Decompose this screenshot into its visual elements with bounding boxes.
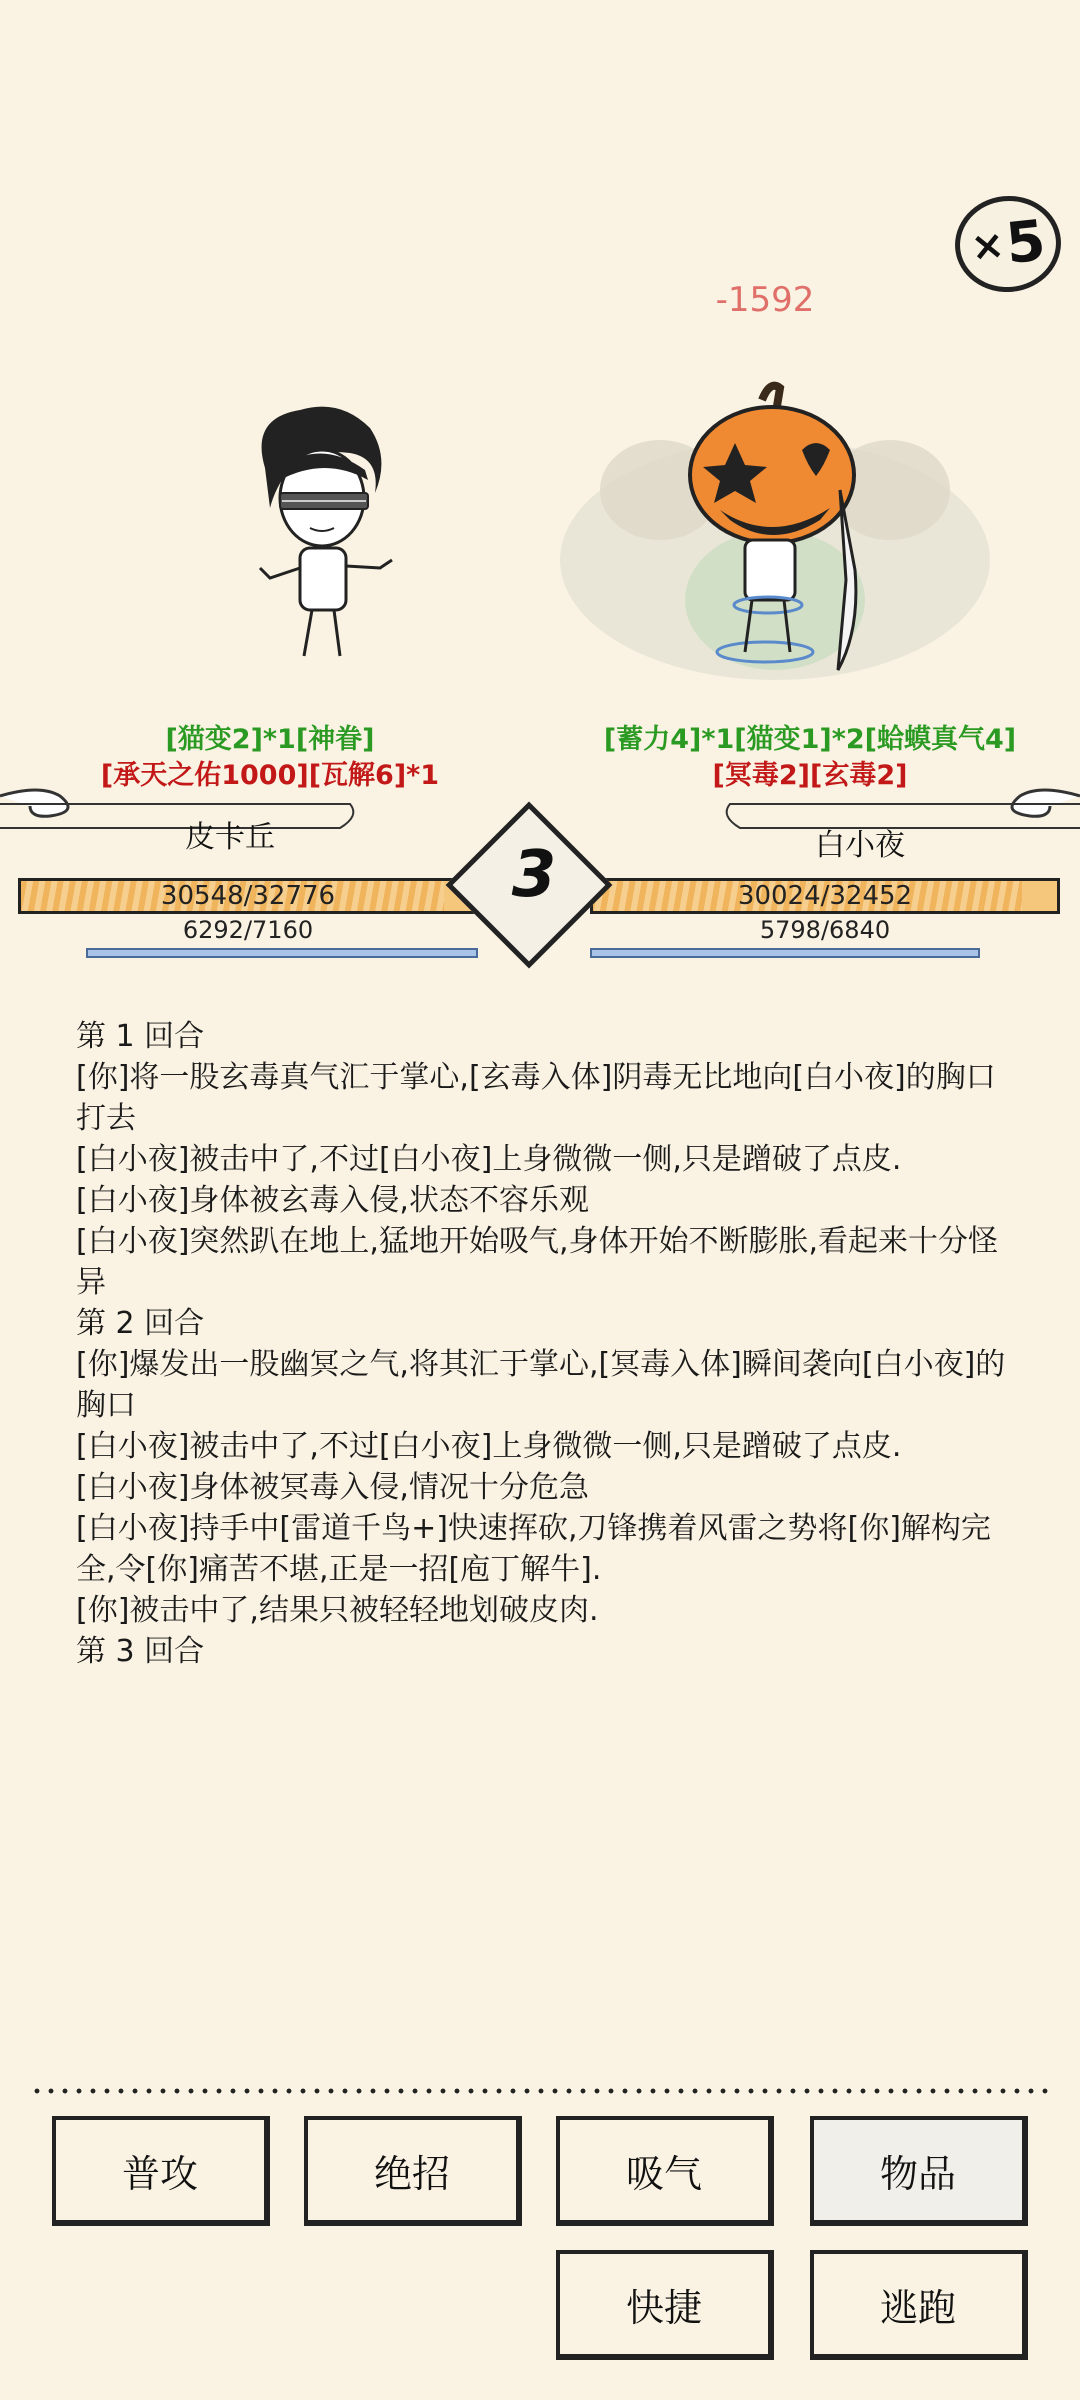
combat-log — [76, 1016, 1016, 1672]
attack-button[interactable]: 普攻 — [52, 2116, 270, 2226]
items-button[interactable]: 物品 — [810, 2116, 1028, 2226]
flee-button[interactable]: 逃跑 — [810, 2250, 1028, 2360]
player-mp-bar — [86, 948, 478, 958]
dotted-divider — [30, 2088, 1050, 2094]
enemy-hp-value: 30024/32452 — [737, 881, 913, 911]
player-mp-value: 6292/7160 — [182, 916, 314, 944]
speed-toggle-button[interactable]: × 5 — [950, 191, 1065, 298]
log-line: [白小夜]持手中[雷道千鸟+]快速挥砍,刀锋携着风雷之势将[你]解构完全,令[你]痛苦不堪,正是一招[庖丁解牛]. — [76, 1511, 991, 1587]
log-line: [白小夜]被击中了,不过[白小夜]上身微微一侧,只是蹭破了点皮. — [76, 1429, 902, 1464]
log-line: 第 3 回合 — [76, 1634, 205, 1669]
log-line: [你]爆发出一股幽冥之气,将其汇于掌心,[冥毒入体]瞬间袭向[白小夜]的胸口 — [76, 1347, 1006, 1423]
enemy-mp-bar — [590, 948, 980, 958]
ultimate-button[interactable]: 绝招 — [304, 2116, 522, 2226]
quick-button[interactable]: 快捷 — [556, 2250, 774, 2360]
player-name: 皮卡丘 — [185, 820, 275, 855]
speed-multiplier: 5 — [1002, 207, 1049, 277]
log-line: 第 1 回合 — [76, 1019, 205, 1054]
log-line: [你]被击中了,结果只被轻轻地划破皮肉. — [76, 1593, 599, 1628]
log-line: [你]将一股玄毒真气汇于掌心,[玄毒入体]阴毒无比地向[白小夜]的胸口打去 — [76, 1060, 996, 1136]
player-buffs-positive: [猫变2]*1[神眷] — [165, 724, 375, 755]
player-sprite — [230, 398, 410, 668]
enemy-name: 白小夜 — [815, 828, 905, 863]
log-line: 第 2 回合 — [76, 1306, 205, 1341]
damage-popup: -1592 — [715, 280, 815, 320]
player-hp-value: 30548/32776 — [160, 881, 336, 911]
enemy-sprite — [540, 370, 1010, 690]
log-line: [白小夜]被击中了,不过[白小夜]上身微微一侧,只是蹭破了点皮. — [76, 1142, 902, 1177]
round-number: 3 — [511, 838, 557, 912]
log-line: [白小夜]身体被冥毒入侵,情况十分危急 — [76, 1470, 589, 1505]
enemy-buffs-positive: [蓄力4]*1[猫变1]*2[蛤蟆真气4] — [603, 724, 1017, 755]
breathe-button[interactable]: 吸气 — [556, 2116, 774, 2226]
enemy-mp-value: 5798/6840 — [759, 916, 891, 944]
enemy-buffs-negative: [冥毒2][玄毒2] — [712, 760, 908, 791]
log-line: [白小夜]身体被玄毒入侵,状态不容乐观 — [76, 1183, 589, 1218]
log-line: [白小夜]突然趴在地上,猛地开始吸气,身体开始不断膨胀,看起来十分怪异 — [76, 1224, 999, 1300]
player-buffs-negative: [承天之佑1000][瓦解6]*1 — [100, 760, 440, 791]
